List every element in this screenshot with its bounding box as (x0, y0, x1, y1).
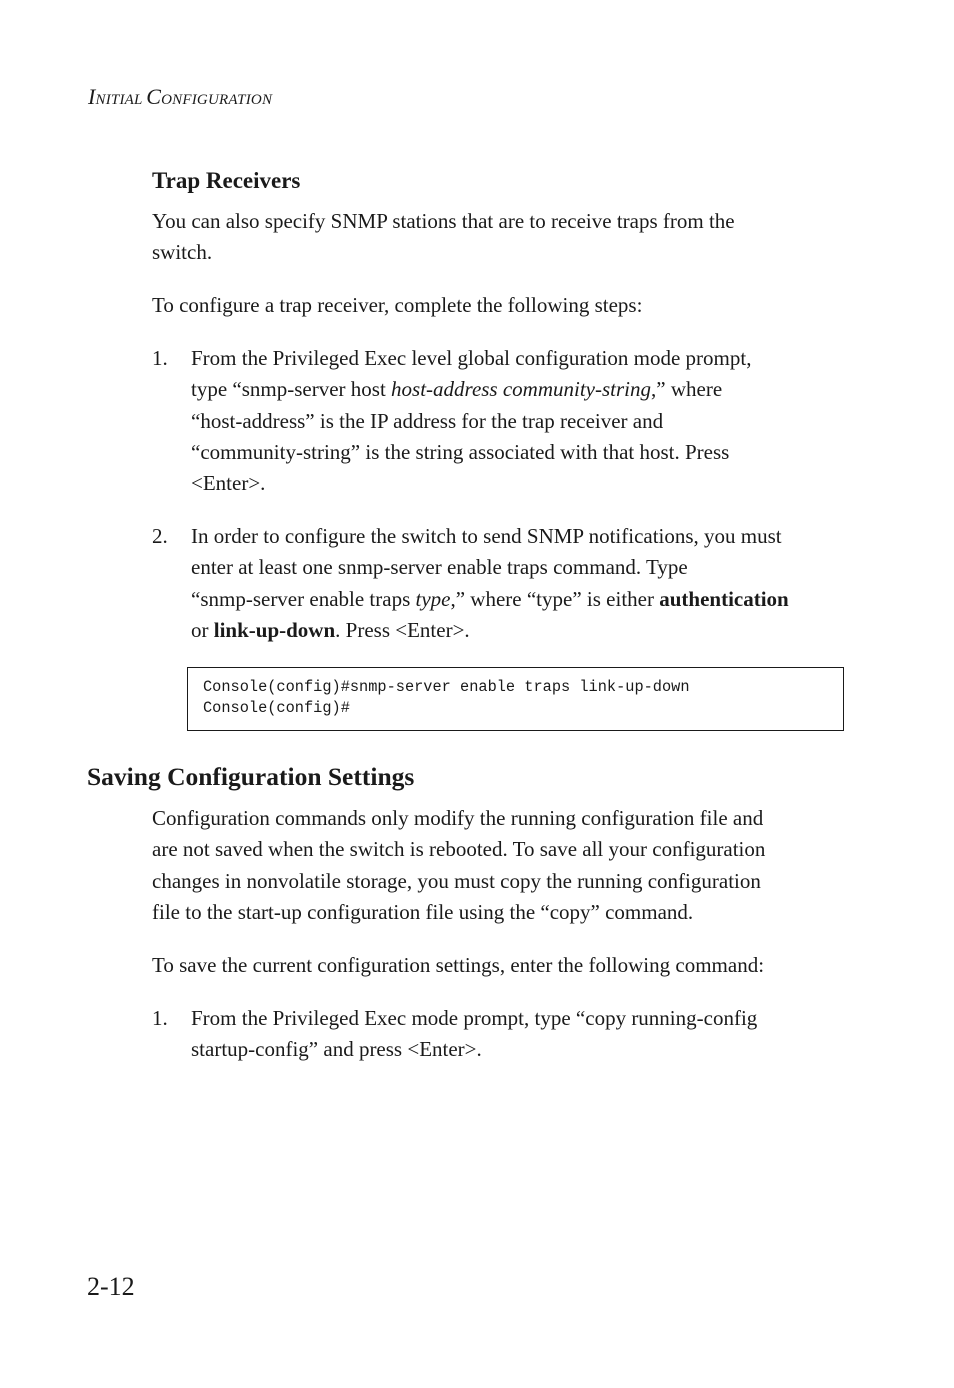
trap-step-2-text (191, 521, 856, 646)
saving-p1-line-1: Configuration commands only modify the running configuration file and (152, 806, 764, 830)
trap-step-2-line-1: In order to configure the switch to send SNMP notifications, you must (191, 524, 782, 548)
trap-step-2-line-4-bold: link-up-down (213, 617, 336, 642)
trap-step-2-line-3-a: “snmp-server enable traps (191, 586, 416, 611)
code-line-1: Console(config)#snmp-server enable traps link-up-down (203, 678, 690, 696)
saving-p1-line-3: changes in nonvolatile storage, you must copy the running configuration (152, 868, 761, 893)
trap-step-2-line-3 (191, 584, 856, 615)
saving-p1-line-4: file to the start-up configuration file using the “copy” command. (152, 899, 694, 924)
trap-step-1-line-5: <Enter>. (191, 471, 266, 496)
saving-paragraph-1 (152, 803, 852, 928)
running-head-cap1: I (88, 84, 96, 109)
trap-step-2-line-4-a: or (191, 617, 214, 642)
trap-step-2-line-2: enter at least one snmp-server enable traps command. Type (191, 555, 688, 580)
trap-step-1-text (191, 343, 856, 499)
saving-p1-line-2: are not saved when the switch is rebooted. To save all your configuration (152, 837, 766, 862)
trap-intro-paragraph (152, 206, 852, 269)
code-line-2: Console(config)# (203, 699, 350, 717)
trap-steps-intro: To configure a trap receiver, complete the following steps: (152, 293, 643, 317)
trap-step-1-line-2-italic: host-address community-string (391, 377, 652, 402)
trap-step-1-line-3: “host-address” is the IP address for the trap receiver and (191, 408, 664, 433)
trap-step-1-line-2-a: type “snmp-server host (191, 377, 392, 402)
trap-step-2-line-3-b: ,” where “type” is either (450, 586, 660, 611)
trap-step-1-number: 1. (152, 346, 168, 370)
trap-step-2-line-3-bold: authentication (659, 586, 789, 611)
running-head (88, 84, 272, 110)
trap-step-1-line-4: “community-string” is the string associated with that host. Press (191, 439, 730, 464)
code-block (187, 667, 844, 731)
trap-step-1-line-2-b: ,” where (651, 377, 723, 402)
saving-configuration-heading: Saving Configuration Settings (87, 762, 415, 791)
trap-step-2-line-4 (191, 615, 856, 646)
trap-step-2-number: 2. (152, 524, 168, 548)
saving-step-1-text (191, 1003, 856, 1066)
saving-step-1-line-1: From the Privileged Exec mode prompt, type “copy running-config (191, 1006, 758, 1030)
trap-step-2-line-3-italic: type (415, 586, 451, 611)
trap-intro-line-1: You can also specify SNMP stations that are to receive traps from the (152, 209, 735, 233)
trap-step-2-line-4-b: . Press <Enter>. (335, 617, 470, 642)
trap-step-1-line-1: From the Privileged Exec level global configuration mode prompt, (191, 346, 752, 370)
saving-step-1-number: 1. (152, 1006, 168, 1030)
saving-paragraph-2: To save the current configuration settings, enter the following command: (152, 953, 765, 977)
running-head-rest2: ONFIGURATION (161, 92, 273, 108)
page-number: 2-12 (87, 1272, 135, 1301)
trap-step-1-line-2 (191, 374, 856, 405)
trap-intro-line-2: switch. (152, 240, 213, 265)
running-head-rest1: NITIAL (95, 92, 147, 108)
running-head-cap2: C (146, 84, 162, 109)
code-text (188, 668, 843, 719)
trap-receivers-heading: Trap Receivers (152, 168, 301, 193)
saving-step-1-line-2: startup-config” and press <Enter>. (191, 1037, 482, 1062)
